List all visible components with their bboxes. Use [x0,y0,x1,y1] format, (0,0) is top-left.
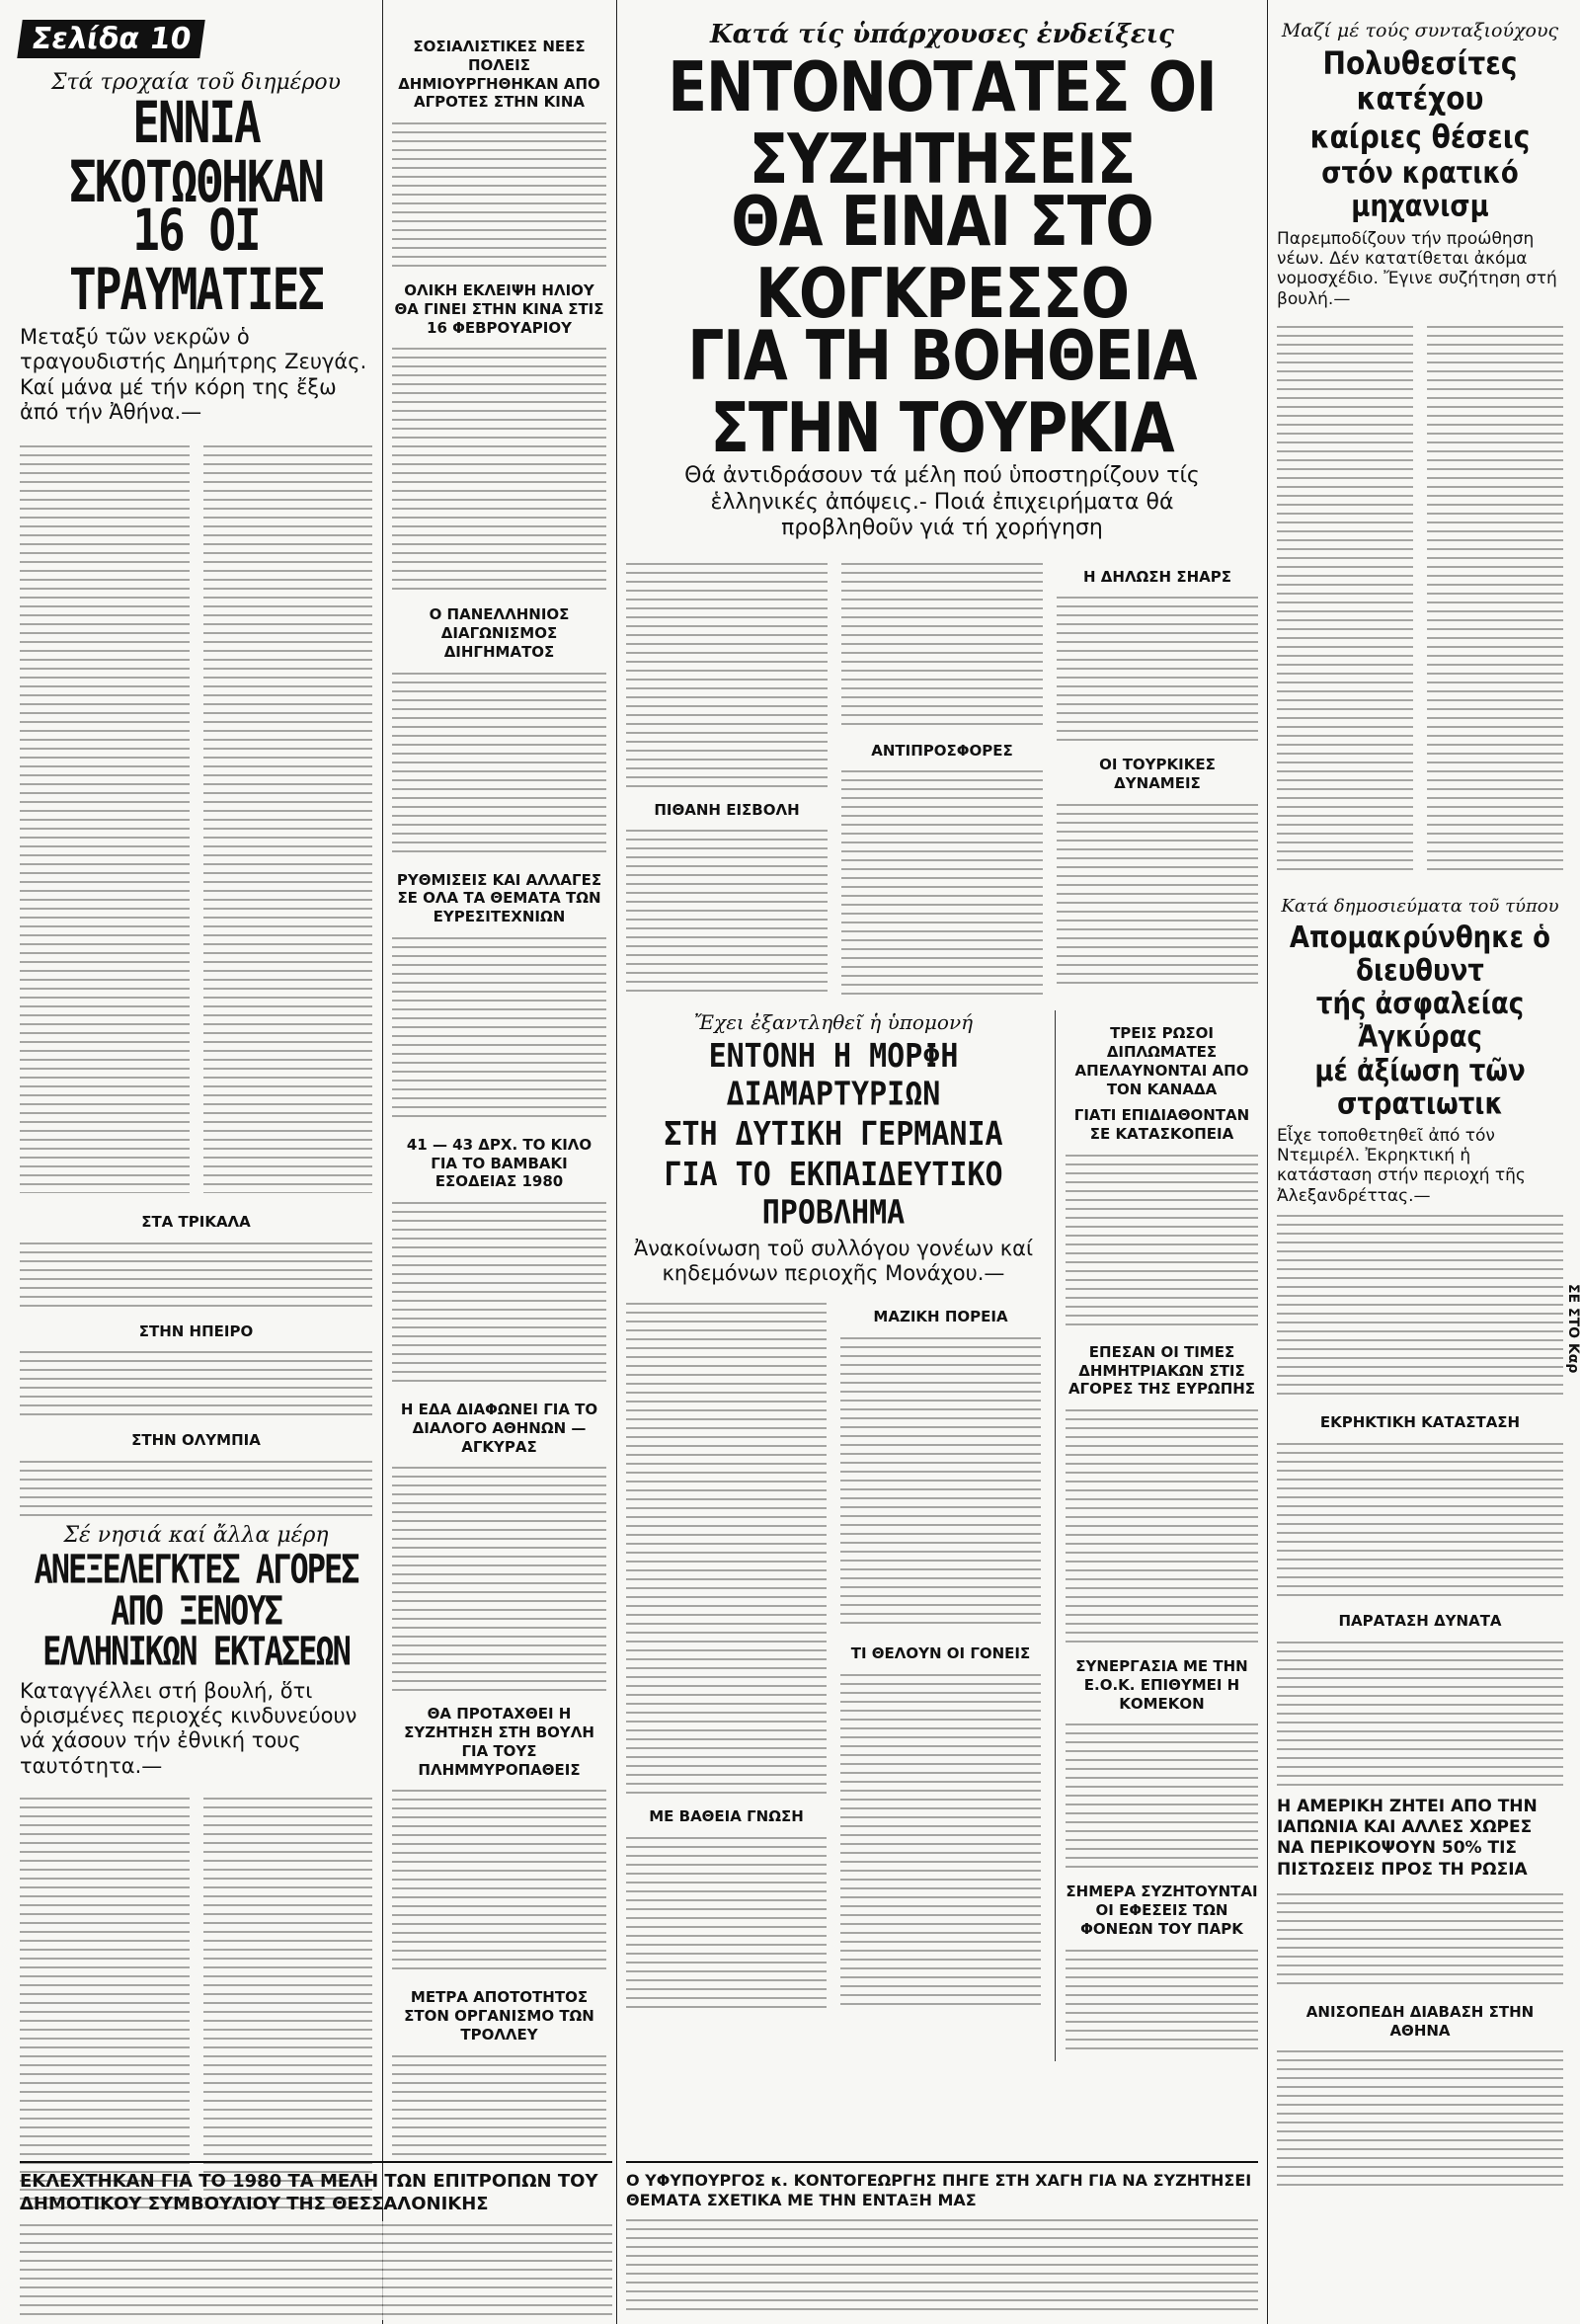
subhead: Παρεμποδίζουν τήν προώθηση νέων. Δέν κατατίθεται ἀκόμα νομοσχέδιο. Ἔγινε συζήτηση στή βουλή.— [1277,228,1557,309]
section-heading: ΤΡΕΙΣ ΡΩΣΟΙ ΔΙΠΛΩΜΑΤΕΣ ΑΠΕΛΑΥΝΟΝΤΑΙ ΑΠΟ ΤΟΝ ΚΑΝΑΔΑ [1074,1024,1249,1098]
section-heading: ΡΥΘΜΙΣΕΙΣ ΚΑΙ ΑΛΛΑΓΕΣ ΣΕ ΟΛΑ ΤΑ ΘΕΜΑΤΑ ΤΩΝ ΕΥΡΕΣΙΤΕΧΝΙΩΝ [396,870,602,925]
section-heading: ΣΟΣΙΑΛΙΣΤΙΚΕΣ ΝΕΕΣ ΠΟΛΕΙΣ ΔΗΜΙΟΥΡΓΗΘΗΚΑΝ ΑΠΟ ΑΓΡΟΤΕΣ ΣΤΗΝ ΚΙΝΑ [398,38,600,112]
article-text [840,1671,1041,2007]
section-heading: ΜΕ ΒΑΘΕΙΑ ΓΝΩΣΗ [649,1807,804,1826]
section-heading: ΕΚΛΕΧΤΗΚΑΝ ΓΙΑ ΤΟ 1980 ΤΑ ΜΕΛΗ ΤΩΝ ΕΠΙΤΡΟΠΩΝ ΤΟΥ ΔΗΜΟΤΙΚΟΥ ΣΥΜΒΟΥΛΙΟΥ ΤΗΣ ΘΕΣΣΑΛΟΝΙΚΗΣ [20,2171,598,2214]
article-text [1427,323,1563,876]
article-text [392,1464,606,1691]
section-heading: ΑΝΙΣΟΠΕΔΗ ΔΙΑΒΑΣΗ ΣΤΗΝ ΑΘΗΝΑ [1305,2002,1535,2040]
left-column [20,20,372,2311]
section-heading: ΣΤΑ ΤΡΙΚΑΛΑ [141,1212,251,1231]
section-heading: ΟΛΙΚΗ ΕΚΛΕΙΨΗ ΗΛΙΟΥ ΘΑ ΓΙΝΕΙ ΣΤΗΝ ΚΙΝΑ ΣΤΙΣ 16 ΦΕΒΡΟΥΑΡΙΟΥ [394,281,604,337]
article-text [1066,1721,1258,1869]
article-text [392,1787,606,1974]
article-text [1277,2047,1563,2186]
center-column [626,20,1258,2153]
article-text [626,1300,827,1794]
headline: μέ ἀξίωση τῶν στρατιωτικ [1314,1054,1526,1121]
bottom-center-article [626,2167,1258,2315]
kicker: Κατά τίς ὑπάρχουσες ἐνδείξεις [709,20,1175,49]
headline: Πολυθεσίτες κατέχου [1322,44,1518,118]
kicker: Κατά δημοσιεύματα τοῦ τύπου [1281,896,1559,918]
section-heading: ΕΠΕΣΑΝ ΟΙ ΤΙΜΕΣ ΔΗΜΗΤΡΙΑΚΩΝ ΣΤΙΣ ΑΓΟΡΕΣ ΤΗΣ ΕΥΡΩΠΗΣ [1067,1342,1256,1399]
section-heading: Η ΑΜΕΡΙΚΗ ΖΗΤΕΙ ΑΠΟ ΤΗΝ ΙΑΠΩΝΙΑ ΚΑΙ ΑΛΛΕΣ ΧΩΡΕΣ ΝΑ ΠΕΡΙΚΟΨΟΥΝ 50% ΤΙΣ ΠΙΣΤΩΣΕΙΣ ΠΡΟΣ ΤΗ ΡΩΣΙΑ [1277,1796,1538,1880]
article-text [20,2221,612,2320]
article-text [20,442,190,1193]
section-heading: Η ΕΔΑ ΔΙΑΦΩΝΕΙ ΓΙΑ ΤΟ ΔΙΑΛΟΓΟ ΑΘΗΝΩΝ — ΑΓΚΥΡΑΣ [400,1401,598,1456]
headline: ΓΙΑ ΤΟ ΕΚΠΑΙΔΕΥΤΙΚΟ ΠΡΟΒΛΗΜΑ [664,1156,1003,1232]
article-text [1277,1212,1563,1400]
headline: τής ἀσφαλείας Ἀγκύρας [1315,987,1525,1055]
article-text [20,1458,372,1517]
section-heading: ΣΗΜΕΡΑ ΣΥΖΗΤΟΥΝΤΑΙ ΟΙ ΕΦΕΣΕΙΣ ΤΩΝ ΦΟΝΕΩΝ ΤΟΥ ΠΑΡΚ [1066,1883,1258,1938]
headline: ΑΝΕΞΕΛΕΓΚΤΕΣ ΑΓΟΡΕΣ [34,1546,358,1593]
article-text [392,670,606,857]
column-rule [382,0,383,2324]
subhead: Καταγγέλλει στή βουλή, ὅτι ὁρισμένες περιοχές κινδυνεύουν νά χάσουν τήν ἐθνική τους ταυτότητα.— [20,1678,357,1778]
article-text [203,1795,373,2209]
article-text [626,1834,827,2012]
section-heading: ΟΙ ΤΟΥΡΚΙΚΕΣ ΔΥΝΑΜΕΙΣ [1099,756,1216,793]
article-text [392,120,606,268]
headline: καίριες θέσεις [1309,117,1531,155]
section-heading: ΣΤΗΝ ΟΛΥΜΠΙΑ [131,1431,261,1450]
section-heading: ΕΚΡΗΚΤΙΚΗ ΚΑΤΑΣΤΑΣΗ [1319,1413,1521,1432]
subhead: Ἀνακοίνωση τοῦ συλλόγου γονέων καί κηδεμόνων περιοχῆς Μονάχου.— [633,1236,1034,1285]
section-heading: ΜΕΤΡΑ ΑΠΟΤΟΤΗΤΟΣ ΣΤΟΝ ΟΡΓΑΝΙΣΜΟ ΤΩΝ ΤΡΟΛΛΕΥ [404,1988,594,2044]
article-text [1057,801,1258,989]
article-text [840,1334,1041,1631]
article-text [626,2216,1258,2315]
article-text [1277,1639,1563,1787]
section-heading: ΜΑΖΙΚΗ ΠΟΡΕΙΑ [873,1308,1008,1326]
article-text [626,560,828,787]
article-text [1066,1406,1258,1643]
section-heading: Η ΔΗΛΩΣΗ ΣΗΑΡΣ [1083,567,1231,586]
subhead: Εἶχε τοποθετηθεῖ ἀπό τόν Ντεμιρέλ. Ἐκρηκτική ἡ κατάσταση στήν περιοχή τῆς Ἀλεξανδρέττας.— [1277,1125,1526,1206]
headline: ΓΙΑ ΤΗ ΒΟΗΘΕΙΑ ΣΤΗΝ ΤΟΥΡΚΙΑ [687,314,1197,468]
article-text [20,1240,372,1309]
kicker: Σέ νησιά καί ἄλλα μέρη [63,1523,329,1549]
headline: ΕΛΛΗΝΙΚΩΝ ΕΚΤΑΣΕΩΝ [42,1628,350,1675]
cropped-text: ΣΕ ΣΤΟ Καρ [1565,1284,1581,1374]
second-column [392,30,606,2163]
right-column [1277,20,1563,2321]
section-heading: ΘΑ ΠΡΟΤΑΧΘΕΙ Η ΣΥΖΗΤΗΣΗ ΣΤΗ ΒΟΥΛΗ ΓΙΑ ΤΟΥΣ ΠΛΗΜΜΥΡΟΠΑΘΕΙΣ [404,1705,594,1779]
section-heading: ΑΝΤΙΠΡΟΣΦΟΡΕΣ [871,741,1013,760]
article-text [841,560,1043,728]
subhead: Θά ἀντιδράσουν τά μέλη πού ὑποστηρίζουν τίς ἑλληνικές ἀπόψεις.- Ποιά ἐπιχειρήματα θά προβληθοῦν γιά τή χορήγηση [684,463,1200,541]
page-label: Σελίδα 10 [17,20,205,58]
article-text [392,2052,606,2161]
section-heading: Ο ΠΑΝΕΛΛΗΝΙΟΣ ΔΙΑΓΩΝΙΣΜΟΣ ΔΙΗΓΗΜΑΤΟΣ [429,605,570,661]
column-rule [1267,0,1268,2324]
article-text [1277,1890,1563,1989]
divider [626,2161,1258,2163]
section-heading: ΤΙ ΘΕΛΟΥΝ ΟΙ ΓΟΝΕΙΣ [850,1643,1031,1662]
article-text [392,934,606,1122]
article-text [1057,594,1258,742]
section-heading: ΓΙΑΤΙ ΕΠΙΔΙΑΘΟΝΤΑΝ ΣΕ ΚΑΤΑΣΚΟΠΕΙΑ [1073,1106,1250,1144]
section-heading: Ο ΥΦΥΠΟΥΡΓΟΣ κ. ΚΟΝΤΟΓΕΩΡΓΗΣ ΠΗΓΕ ΣΤΗ ΧΑΓΗ ΓΙΑ ΝΑ ΣΥΖΗΤΗΣΕΙ ΘΕΜΑΤΑ ΣΧΕΤΙΚΑ ΜΕ ΤΗΝ ΕΝΤΑΞΗ ΜΑΣ [626,2171,1252,2209]
article-text [203,442,373,1193]
article-text [392,345,606,592]
headline: 16 ΟΙ ΤΡΑΥΜΑΤΙΕΣ [69,196,323,323]
article-text [626,827,828,995]
divider [20,2161,612,2163]
bottom-left-article [20,2167,612,2315]
headline: Απομακρύνθηκε ὁ διευθυντ [1289,921,1551,989]
section-heading: ΠΙΘΑΝΗ ΕΙΣΒΟΛΗ [654,800,800,819]
section-heading: 41 — 43 ΔΡΧ. ΤΟ ΚΙΛΟ ΓΙΑ ΤΟ ΒΑΜΒΑΚΙ ΕΣΟΔΕΙΑΣ 1980 [406,1135,593,1191]
column-rule [616,0,617,2324]
headline: στόν κρατικό μηχανισμ [1321,156,1519,224]
headline: ΘΑ ΕΙΝΑΙ ΣΤΟ ΚΟΓΚΡΕΣΣΟ [731,180,1153,334]
article-text [1066,1947,1258,2055]
headline: ΣΤΗ ΔΥΤΙΚΗ ΓΕΡΜΑΝΙΑ [664,1115,1003,1154]
section-heading: ΠΑΡΑΤΑΣΗ ΔΥΝΑΤΑ [1338,1612,1502,1631]
kicker: Μαζί μέ τούς συνταξιούχους [1281,20,1559,41]
article-text [841,767,1043,995]
subhead: Μεταξύ τῶν νεκρῶν ὁ τραγουδιστής Δημήτρης Ζευγάς. Καί μάνα μέ τήν κόρη της ἔξω ἀπό τήν Ἀθήνα.— [20,325,367,424]
headline: ΑΠΟ ΞΕΝΟΥΣ [111,1586,281,1635]
article-text [1277,1440,1563,1598]
section-heading: ΣΥΝΕΡΓΑΣΙΑ ΜΕ ΤΗΝ Ε.Ο.Κ. ΕΠΙΘΥΜΕΙ Η ΚΟΜΕΚΟΝ [1075,1657,1248,1713]
article-text [20,1348,372,1417]
section-heading: ΣΤΗΝ ΗΠΕΙΡΟ [138,1322,254,1340]
headline: ΕΝΤΟΝΗ Η ΜΟΡΦΗ ΔΙΑΜΑΡΤΥΡΙΩΝ [708,1037,959,1114]
article-text [1277,323,1413,876]
article-text [1066,1152,1258,1329]
article-text [20,1795,190,2209]
cropped-edge [1565,1284,1579,1679]
headline: ΕΝΤΟΝΟΤΑΤΕΣ ΟΙ ΣΥΖΗΤΗΣΕΙΣ [668,46,1217,200]
article-text [392,1199,606,1387]
kicker: Στά τροχαία τοῦ διημέρου [50,70,342,95]
headline: ΕΝΝΙΑ ΣΚΟΤΩΘΗΚΑΝ [69,89,323,216]
kicker: Ἔχει ἐξαντληθεῖ ἡ ὑπομονή [693,1010,974,1035]
